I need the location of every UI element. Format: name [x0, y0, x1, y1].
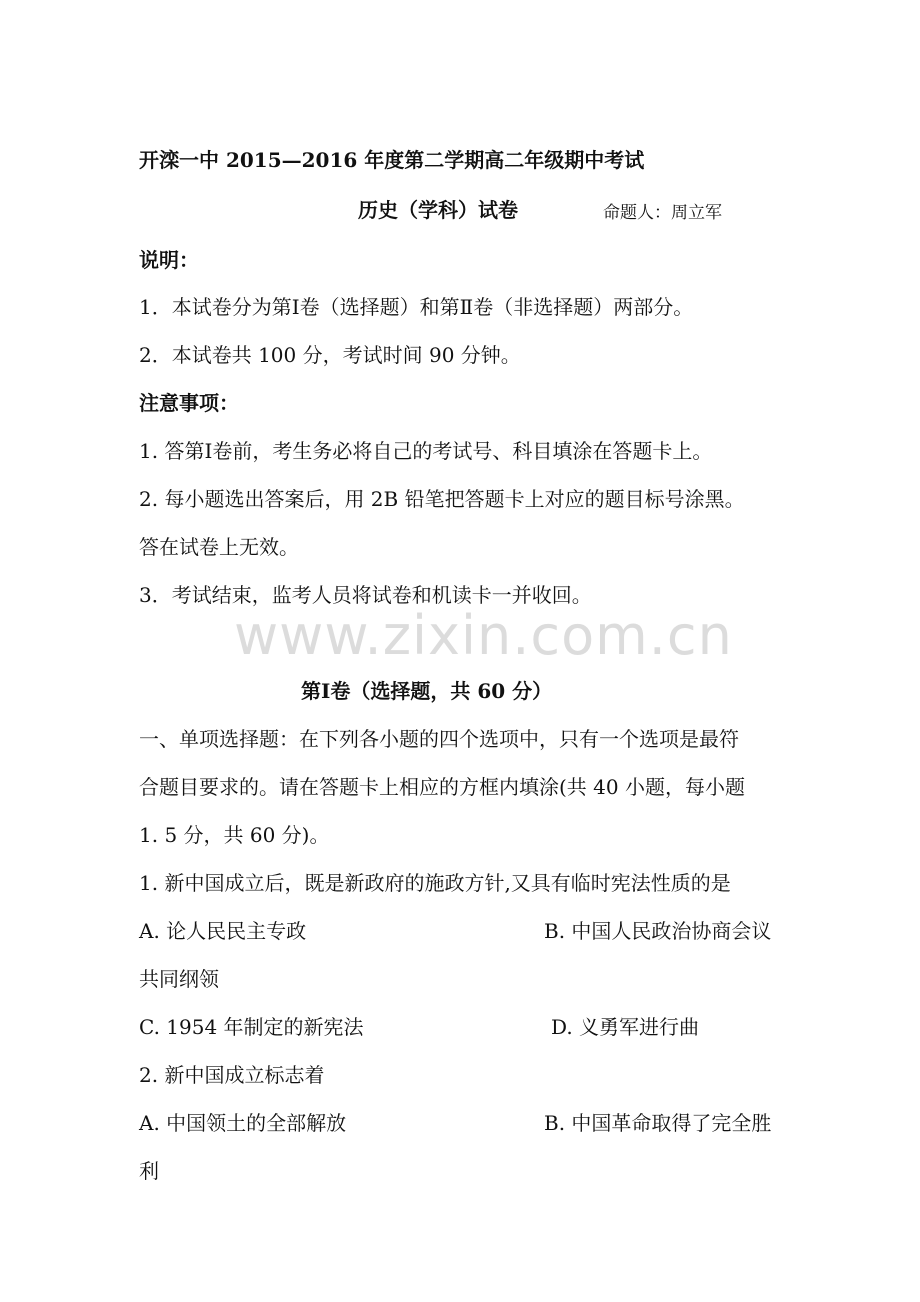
- notes-item: 1．本试卷分为第Ⅰ卷（选择题）和第Ⅱ卷（非选择题）两部分。: [139, 295, 694, 319]
- notes-item: 2．本试卷共 100 分，考试时间 90 分钟。: [139, 343, 521, 367]
- exam-subtitle: 历史（学科）试卷: [358, 198, 518, 222]
- option-a: A. 中国领土的全部解放: [139, 1111, 347, 1135]
- attention-item: 3．考试结束，监考人员将试卷和机读卡一并收回。: [139, 583, 592, 607]
- section-instructions: 合题目要求的。请在答题卡上相应的方框内填涂(共 40 小题，每小题: [139, 775, 745, 799]
- attention-item: 1. 答第Ⅰ卷前，考生务必将自己的考试号、科目填涂在答题卡上。: [139, 439, 713, 463]
- exam-author: 命题人：周立军: [603, 203, 722, 223]
- option-b: B. 中国革命取得了完全胜: [544, 1111, 772, 1135]
- option-b: B. 中国人民政治协商会议: [544, 919, 772, 943]
- section-instructions: 1. 5 分，共 60 分)。: [139, 823, 330, 847]
- watermark: www.zixin.com.cn: [234, 604, 733, 667]
- option-d: D. 义勇军进行曲: [551, 1015, 700, 1039]
- option-b-continued: 共同纲领: [139, 967, 219, 991]
- question-stem: 1. 新中国成立后，既是新政府的施政方针,又具有临时宪法性质的是: [139, 871, 731, 895]
- notes-heading: 说明：: [139, 248, 199, 272]
- option-b-continued: 利: [139, 1159, 159, 1183]
- attention-heading: 注意事项：: [139, 391, 239, 415]
- exam-title: 开滦一中 2015—2016 年度第二学期高二年级期中考试: [139, 148, 645, 172]
- option-a: A. 论人民民主专政: [139, 919, 307, 943]
- attention-item: 答在试卷上无效。: [139, 535, 299, 559]
- question-stem: 2. 新中国成立标志着: [139, 1063, 325, 1087]
- section-instructions: 一、单项选择题：在下列各小题的四个选项中，只有一个选项是最符: [139, 727, 739, 751]
- attention-item: 2. 每小题选出答案后，用 2B 铅笔把答题卡上对应的题目标号涂黑。: [139, 487, 745, 511]
- section-title: 第Ⅰ卷（选择题，共 60 分）: [301, 679, 553, 703]
- option-c: C. 1954 年制定的新宪法: [139, 1015, 364, 1039]
